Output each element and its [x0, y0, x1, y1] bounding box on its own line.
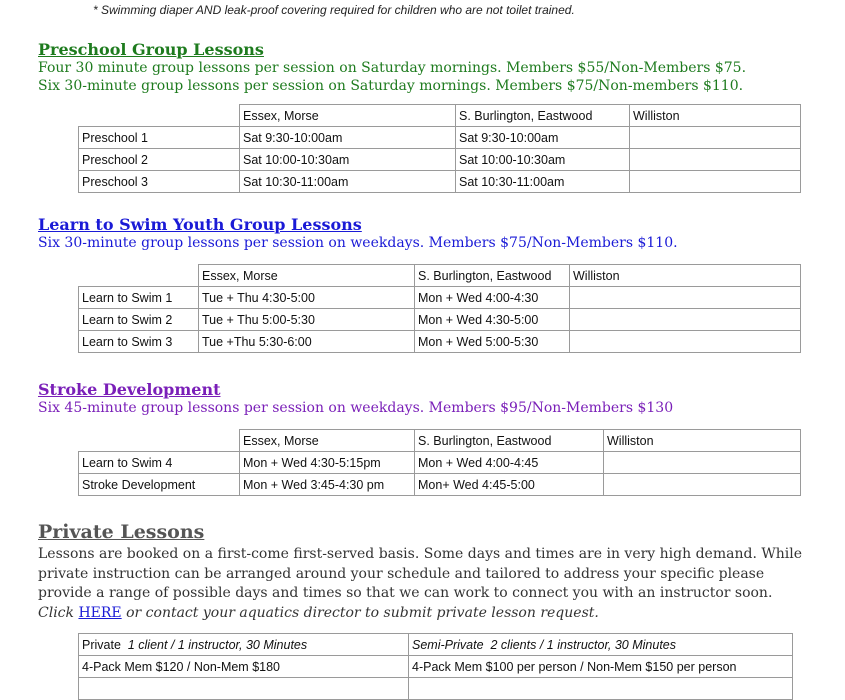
column-header-sburlington: S. Burlington, Eastwood — [415, 430, 604, 452]
row-label: Preschool 1 — [79, 127, 240, 149]
semi-private-title: Semi-Private — [412, 637, 484, 652]
semi-private-header — [409, 634, 793, 656]
private-desc: 1 client / 1 instructor, 30 Minutes — [127, 637, 308, 652]
column-header-williston: Williston — [604, 430, 801, 452]
preschool-line-1: Four 30 minute group lessons per session on Saturday mornings. Members $55/Non-Members $75. — [38, 60, 747, 76]
row-label: Stroke Development — [79, 474, 240, 496]
essex-time: Sat 10:00-10:30am — [240, 149, 456, 171]
williston-time — [570, 287, 801, 309]
williston-time — [630, 127, 801, 149]
table-header-row — [79, 430, 801, 452]
sburlington-time: Mon + Wed 4:30-5:00 — [415, 309, 570, 331]
empty-cell — [409, 678, 793, 700]
essex-time: Sat 9:30-10:00am — [240, 127, 456, 149]
table-row — [79, 331, 801, 353]
table-row — [79, 171, 801, 193]
williston-time — [604, 474, 801, 496]
table-row — [79, 678, 793, 700]
stroke-development-schedule-table — [78, 429, 801, 496]
click-prefix: Click — [38, 605, 79, 622]
column-header-williston: Williston — [570, 265, 801, 287]
column-header-sburlington: S. Burlington, Eastwood — [456, 105, 630, 127]
private-header — [79, 634, 409, 656]
essex-time: Tue + Thu 5:00-5:30 — [199, 309, 415, 331]
paragraph-line-1: Lessons are booked on a first-come first-served basis. Some days and times are in very high demand. While — [38, 546, 802, 562]
table-row — [79, 149, 801, 171]
semi-private-4-pack-price: 4-Pack Mem $100 per person / Non-Mem $150 per person — [409, 656, 793, 678]
table-header-row — [79, 265, 801, 287]
table-row — [79, 127, 801, 149]
sburlington-time: Sat 10:00-10:30am — [456, 149, 630, 171]
private-lessons-heading: Private Lessons — [38, 521, 205, 543]
private-title: Private — [82, 637, 121, 652]
sburlington-time: Mon + Wed 4:00-4:45 — [415, 452, 604, 474]
essex-time: Tue + Thu 4:30-5:00 — [199, 287, 415, 309]
column-header-williston: Williston — [630, 105, 801, 127]
preschool-schedule-table — [78, 104, 801, 193]
sburlington-time: Mon + Wed 4:00-4:30 — [415, 287, 570, 309]
table-row — [79, 452, 801, 474]
semi-private-desc: 2 clients / 1 instructor, 30 Minutes — [490, 637, 677, 652]
table-header-row — [79, 634, 793, 656]
private-lessons-pricing-table — [78, 633, 793, 700]
table-corner — [79, 105, 240, 127]
table-row — [79, 309, 801, 331]
private-lessons-paragraph — [38, 545, 838, 624]
stroke-development-line: Six 45-minute group lessons per session on weekdays. Members $95/Non-Members $130 — [38, 400, 674, 416]
essex-time: Mon + Wed 4:30-5:15pm — [240, 452, 415, 474]
row-label: Learn to Swim 2 — [79, 309, 199, 331]
sburlington-time: Mon+ Wed 4:45-5:00 — [415, 474, 604, 496]
williston-time — [630, 149, 801, 171]
williston-time — [604, 452, 801, 474]
sburlington-time: Sat 10:30-11:00am — [456, 171, 630, 193]
table-row — [79, 656, 793, 678]
column-header-essex: Essex, Morse — [240, 105, 456, 127]
paragraph-line-4 — [38, 604, 838, 624]
preschool-heading: Preschool Group Lessons — [38, 40, 264, 59]
table-corner — [79, 265, 199, 287]
click-suffix: or contact your aquatics director to submit private lesson request. — [121, 605, 599, 622]
table-row — [79, 474, 801, 496]
row-label: Learn to Swim 3 — [79, 331, 199, 353]
learn-to-swim-schedule-table — [78, 264, 801, 353]
row-label: Learn to Swim 4 — [79, 452, 240, 474]
learn-to-swim-line: Six 30-minute group lessons per session on weekdays. Members $75/Non-Members $110. — [38, 235, 678, 251]
essex-time: Tue +Thu 5:30-6:00 — [199, 331, 415, 353]
empty-cell — [79, 678, 409, 700]
column-header-essex: Essex, Morse — [240, 430, 415, 452]
williston-time — [570, 331, 801, 353]
column-header-sburlington: S. Burlington, Eastwood — [415, 265, 570, 287]
sburlington-time: Sat 9:30-10:00am — [456, 127, 630, 149]
diaper-note: * Swimming diaper AND leak-proof covering required for children who are not toilet trained. — [93, 3, 575, 17]
williston-time — [570, 309, 801, 331]
essex-time: Sat 10:30-11:00am — [240, 171, 456, 193]
table-header-row — [79, 105, 801, 127]
row-label: Preschool 3 — [79, 171, 240, 193]
paragraph-line-3: provide a range of possible days and times so that we can work to connect you with an instructor soon. — [38, 585, 773, 602]
row-label: Preschool 2 — [79, 149, 240, 171]
private-4-pack-price: 4-Pack Mem $120 / Non-Mem $180 — [79, 656, 409, 678]
essex-time: Mon + Wed 3:45-4:30 pm — [240, 474, 415, 496]
table-corner — [79, 430, 240, 452]
paragraph-line-2: private instruction can be arranged around your schedule and tailored to address your specific please — [38, 565, 765, 582]
here-link[interactable]: HERE — [78, 605, 122, 622]
row-label: Learn to Swim 1 — [79, 287, 199, 309]
preschool-line-2: Six 30-minute group lessons per session on Saturday mornings. Members $75/Non-members $110. — [38, 78, 744, 94]
stroke-development-heading: Stroke Development — [38, 380, 221, 399]
williston-time — [630, 171, 801, 193]
table-row — [79, 287, 801, 309]
sburlington-time: Mon + Wed 5:00-5:30 — [415, 331, 570, 353]
learn-to-swim-heading: Learn to Swim Youth Group Lessons — [38, 215, 362, 234]
column-header-essex: Essex, Morse — [199, 265, 415, 287]
